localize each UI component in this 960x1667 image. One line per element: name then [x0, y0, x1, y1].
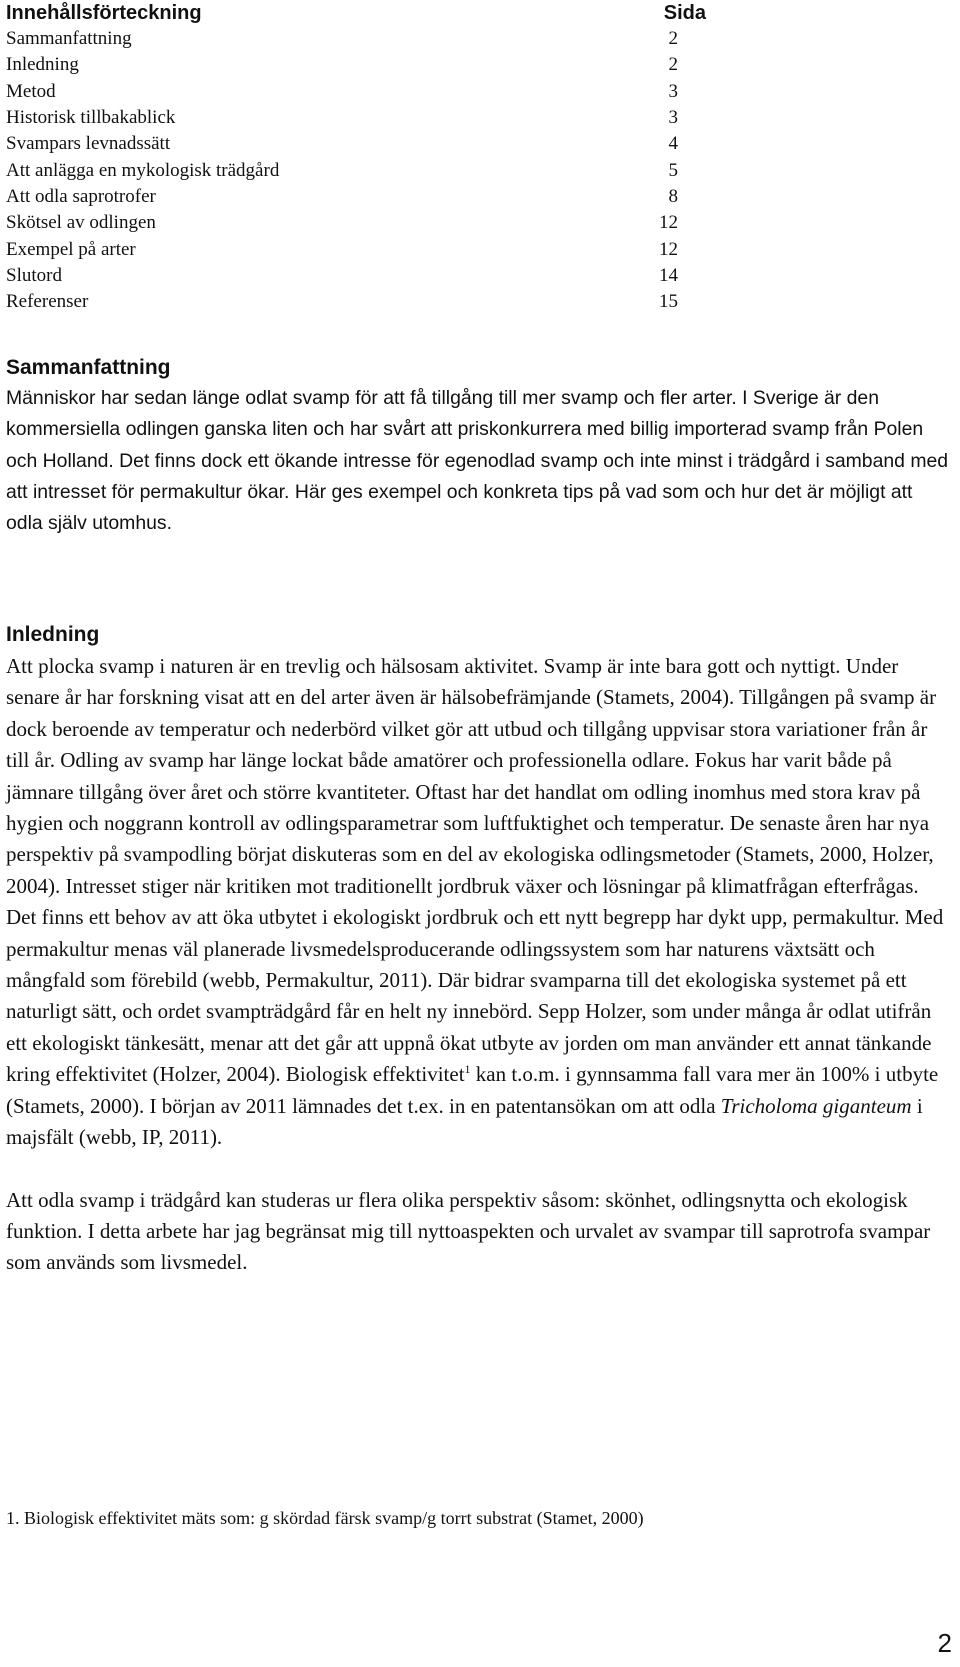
footnote-marker: 1: [464, 1062, 471, 1077]
toc-entry-label: Exempel på arter: [6, 238, 136, 260]
table-of-contents: [6, 0, 706, 315]
toc-entry: [6, 105, 706, 131]
footnote: 1. Biologisk effektivitet mäts som: g skördad färsk svamp/g torrt substrat (Stamet, 2000): [6, 1508, 644, 1528]
species-name: Tricholoma giganteum: [720, 1093, 912, 1118]
toc-entry-label: Sammanfattning: [6, 28, 132, 50]
toc-entry-page: 12: [659, 212, 678, 234]
intro-heading: Inledning: [6, 623, 100, 646]
toc-entry-page: 3: [668, 107, 678, 129]
toc-entry: [6, 184, 706, 210]
toc-entry: [6, 157, 706, 183]
toc-entry-page: 3: [668, 80, 678, 102]
toc-entry-label: Skötsel av odlingen: [6, 212, 156, 234]
toc-entry-page: 14: [659, 264, 678, 286]
toc-entry: [6, 236, 706, 262]
toc-entry: [6, 263, 706, 289]
page-number: 2: [937, 1628, 952, 1658]
summary-heading: Sammanfattning: [6, 356, 171, 379]
toc-entries: [6, 26, 706, 315]
toc-entry-label: Att anlägga en mykologisk trädgård: [6, 159, 280, 181]
toc-entry: [6, 131, 706, 157]
intro-paragraph-1: [6, 651, 954, 1154]
toc-entry-label: Att odla saprotrofer: [6, 185, 156, 207]
toc-entry-page: 2: [668, 54, 678, 76]
toc-page-header: Sida: [663, 1, 706, 24]
summary-paragraph: Människor har sedan länge odlat svamp för att få tillgång till mer svamp och fler arter. I Sverige är den kommersiella odlingen ganska liten och har svårt att priskonkurrera med billig importerad svamp från Polen och Holland. Det finns dock ett ökande intresse för egenodlad svamp och inte minst i trädgård i samband med att intresset för permakultur ökar. Här ges exempel och konkreta tips på vad som och hur det är möjligt att odla själv utomhus.: [6, 387, 949, 535]
toc-entry-label: Inledning: [6, 54, 79, 76]
toc-entry: [6, 52, 706, 78]
intro-section: [6, 622, 954, 1279]
intro-p1-text-a: Att plocka svamp i naturen är en trevlig och hälsosam aktivitet. Svamp är inte bara gott och nyttigt. Under senare år har forskning visat att en del arter även är hälsobefrämjande (Stamets, 2004). Tillgången på svamp är dock beroende av temperatur och nederbörd vilket gör att utbud och tillgång uppvisar stora variationer från år till år. Odling av svamp har länge lockat både amatörer och professionella odlare. Fokus har varit både på jämnare tillgång över året och större kvantiteter. Oftast har det handlat om odling inomhus med stora krav på hygien och noggrann kontroll av odlingsparametrar som luftfuktighet och temperatur. De senaste åren har nya perspektiv på svampodling börjat diskuteras som en del av ekologiska odlingsmetoder (Stamets, 2000, Holzer, 2004). Intresset stiger när kritiken mot traditionellt jordbruk växer och lösningar på klimatfrågan efterfrågas. Det finns ett behov av att öka utbytet i ekologiskt jordbruk och ett nytt begrepp har dykt upp, permakultur. Med permakultur menas väl planerade livsmedelsproducerande odlingssystem som har naturens växtsätt och mångfald som förebild (webb, Permakultur, 2011). Där bidrar svamparna till det ekologiska systemet på ett naturligt sätt, och ordet svampträdgård får en helt ny innebörd. Sepp Holzer, som under många år odlat utifrån ett ekologiskt tänkesätt, menar att det går att uppnå ökat utbyte av jorden om man använder ett annat tänkande kring effektivitet (Holzer, 2004). Biologisk effektivitet: [6, 654, 944, 1087]
toc-entry-page: 12: [659, 238, 678, 260]
toc-entry: [6, 26, 706, 52]
toc-entry-page: 8: [668, 185, 678, 207]
toc-entry-page: 2: [668, 28, 678, 50]
toc-entry-label: Svampars levnadssätt: [6, 133, 171, 155]
toc-entry-page: 15: [659, 291, 678, 313]
toc-title: Innehållsförteckning: [6, 1, 202, 24]
toc-entry-label: Referenser: [6, 291, 89, 313]
toc-entry: [6, 210, 706, 236]
toc-entry: [6, 289, 706, 315]
toc-entry-label: Historisk tillbakablick: [6, 107, 176, 129]
toc-header: [6, 0, 706, 26]
intro-p1-text-b: kan t.o.m. i gynnsamma fall vara mer än 100% i utbyte (Stamets, 2000). I början av 2011 lämnades det t.ex. in en patentansökan om att odla: [6, 1062, 939, 1118]
toc-entry-label: Slutord: [6, 264, 62, 286]
toc-entry-page: 5: [668, 159, 678, 181]
toc-entry-label: Metod: [6, 80, 56, 102]
toc-entry-page: 4: [668, 133, 678, 155]
toc-entry: [6, 79, 706, 105]
summary-section: [6, 355, 954, 539]
intro-paragraph-2: Att odla svamp i trädgård kan studeras ur flera olika perspektiv såsom: skönhet, odlingsnytta och ekologisk funktion. I detta arbete har jag begränsat mig till nyttoaspekten och urvalet av svampar till saprotrofa svampar som används som livsmedel.: [6, 1187, 931, 1275]
intro-p1-text-c: i majsfält (webb, IP, 2011).: [6, 1093, 923, 1150]
